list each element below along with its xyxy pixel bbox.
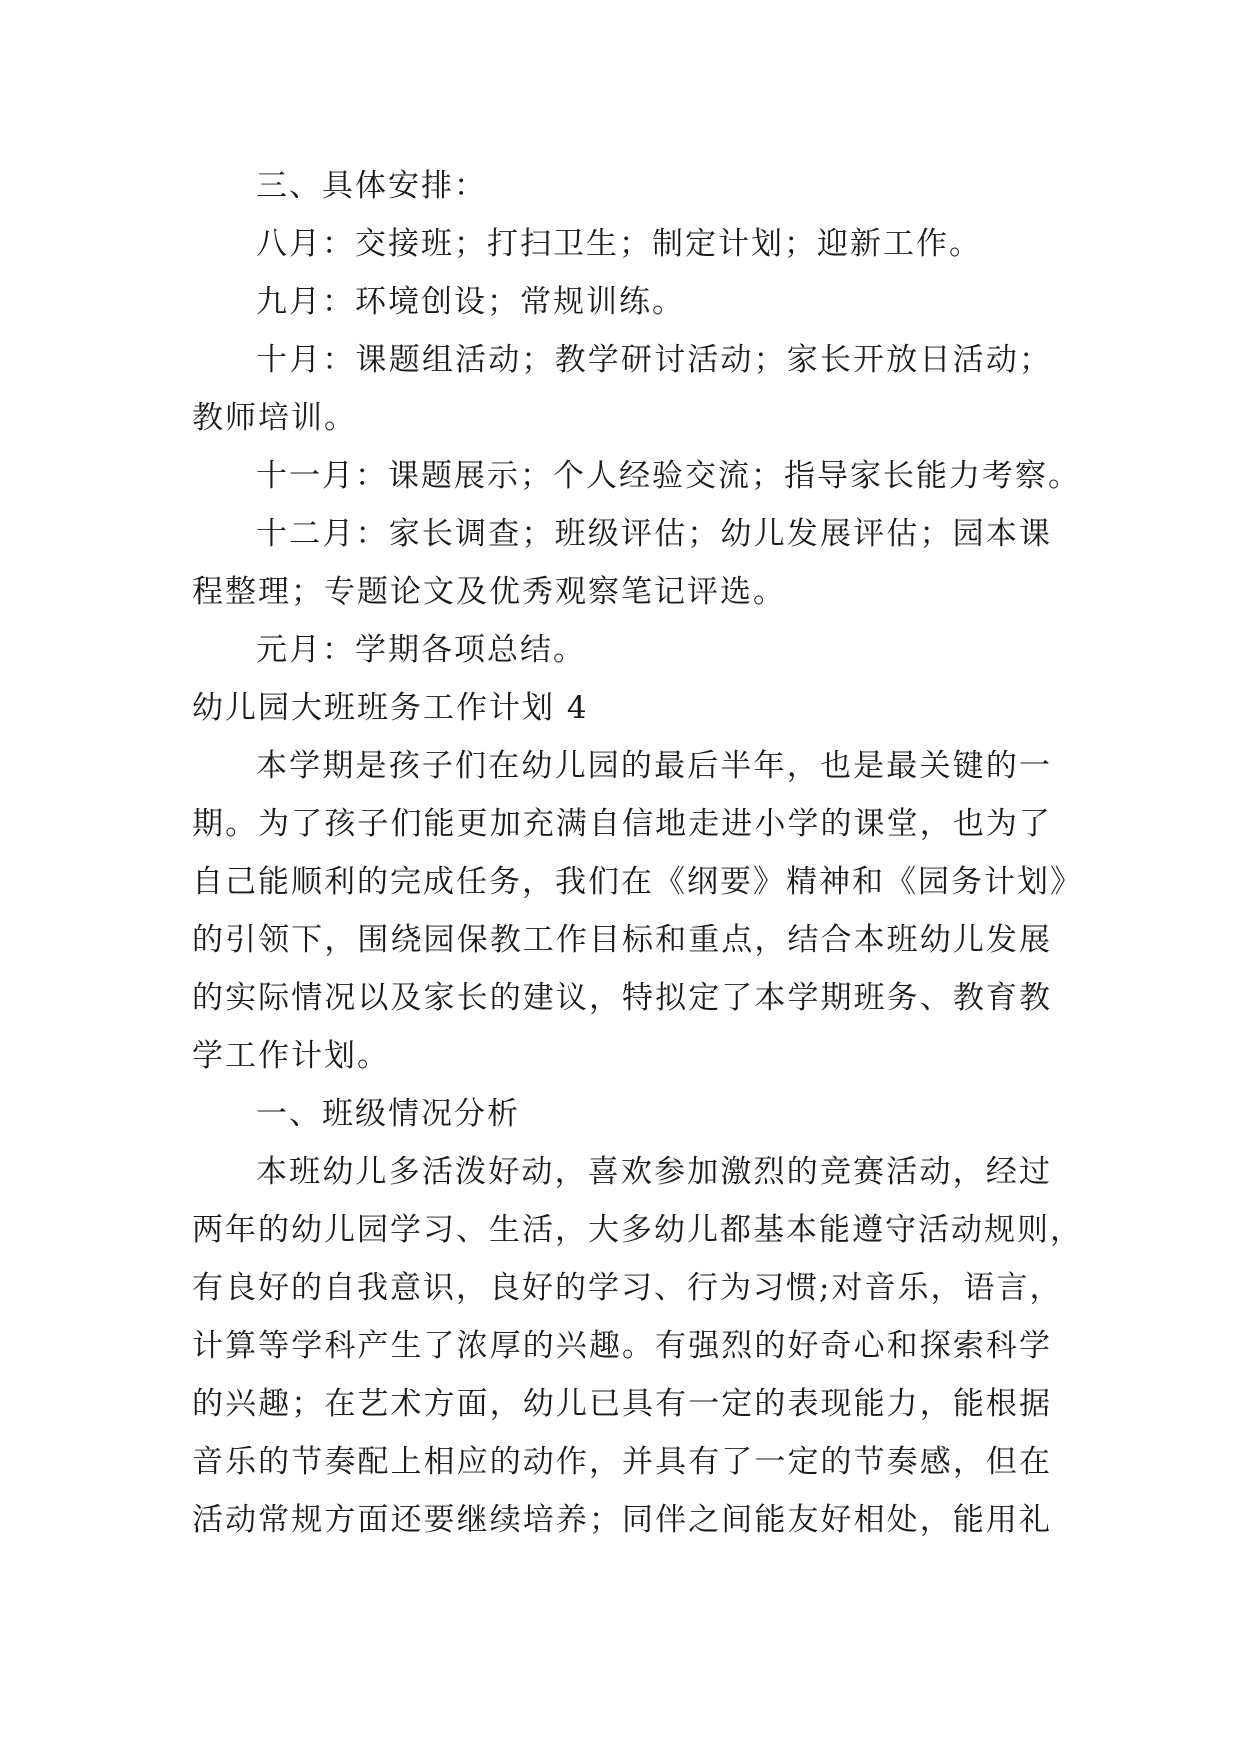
text-line: 学工作计划。 [192,1038,390,1074]
text-line: 有良好的自我意识，良好的学习、行为习惯;对音乐，语言， [192,1270,1063,1306]
text-line: 本班幼儿多活泼好动，喜欢参加激烈的竞赛活动，经过 [256,1154,1052,1190]
section-heading-class-analysis: 一、班级情况分析 [256,1096,520,1132]
text-line: 期。为了孩子们能更加充满自信地走进小学的课堂，也为了 [192,806,1052,842]
text-line: 计算等学科产生了浓厚的兴趣。有强烈的好奇心和探索科学 [192,1328,1052,1364]
text-line: 元月：学期各项总结。 [256,632,586,668]
text-line: 十月：课题组活动；教学研讨活动；家长开放日活动； [256,342,1052,378]
text-line: 的实际情况以及家长的建议，特拟定了本学期班务、教育教 [192,980,1052,1016]
text-line: 活动常规方面还要继续培养；同伴之间能友好相处，能用礼 [192,1502,1052,1538]
text-line: 音乐的节奏配上相应的动作，并具有了一定的节奏感，但在 [192,1444,1052,1480]
text-line: 的引领下，围绕园保教工作目标和重点，结合本班幼儿发展 [192,922,1052,958]
text-line: 程整理；专题论文及优秀观察笔记评选。 [192,574,786,610]
document-title: 幼儿园大班班务工作计划 4 [192,690,589,726]
text-line: 自己能顺利的完成任务，我们在《纲要》精神和《园务计划》 [192,864,1083,900]
text-line: 两年的幼儿园学习、生活，大多幼儿都基本能遵守活动规则， [192,1212,1083,1248]
text-line: 十二月：家长调查；班级评估；幼儿发展评估；园本课 [256,516,1052,552]
section-heading-schedule: 三、具体安排： [256,168,487,204]
text-line: 的兴趣；在艺术方面，幼儿已具有一定的表现能力，能根据 [192,1386,1052,1422]
text-line: 九月：环境创设；常规训练。 [256,284,685,320]
text-line: 八月：交接班；打扫卫生；制定计划；迎新工作。 [256,226,982,262]
text-line: 本学期是孩子们在幼儿园的最后半年，也是最关键的一 [256,748,1052,784]
text-line: 十一月：课题展示；个人经验交流；指导家长能力考察。 [256,458,1081,494]
text-line: 教师培训。 [192,400,357,436]
